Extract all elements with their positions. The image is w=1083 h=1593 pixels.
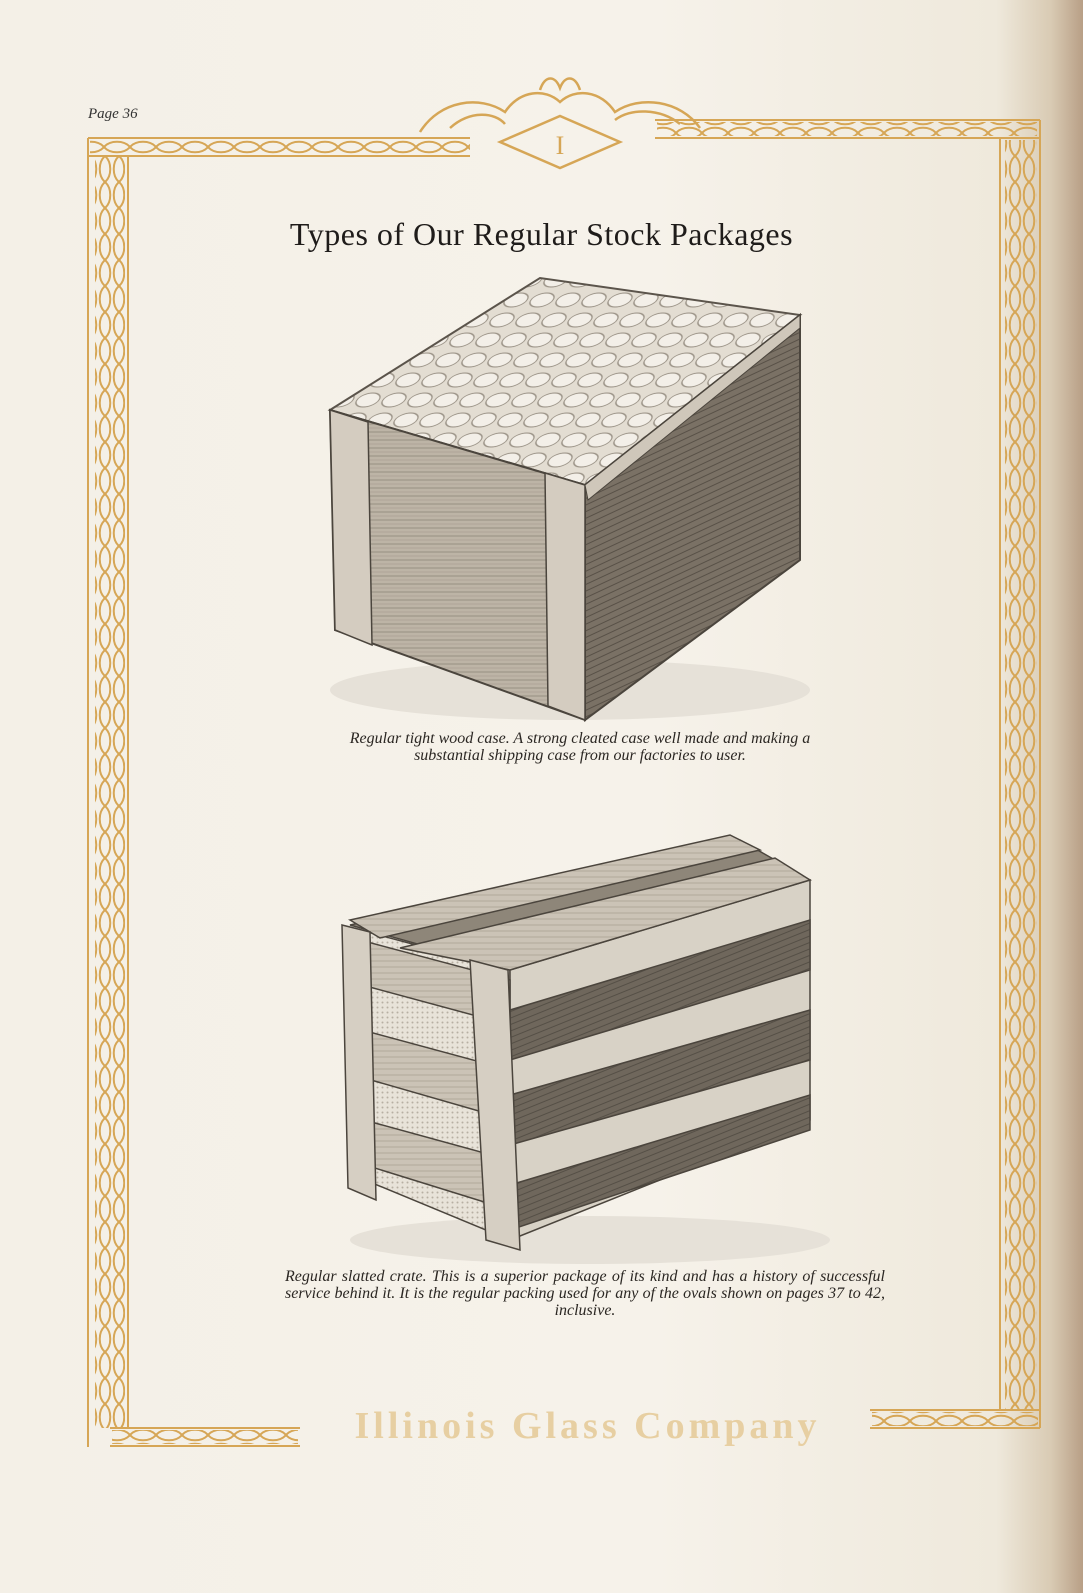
tight-wood-case-illustration xyxy=(290,270,830,730)
tight-wood-case-caption: Regular tight wood case. A strong cleated case well made and making a substantial shipping case from our factories to user. xyxy=(349,730,811,764)
page-title: Types of Our Regular Stock Packages xyxy=(289,216,794,252)
page-number: Page 36 xyxy=(88,106,138,122)
emblem-letter: I xyxy=(555,131,565,160)
slatted-crate-caption: Regular slatted crate. This is a superior package of its kind and has a history of successful service behind it. It is the regular packing used for any of the ovals shown on pages 37 to 42, inclusive. xyxy=(285,1268,885,1319)
slatted-crate-illustration xyxy=(320,820,840,1270)
company-brand: Illinois Glass Company xyxy=(354,1405,821,1447)
